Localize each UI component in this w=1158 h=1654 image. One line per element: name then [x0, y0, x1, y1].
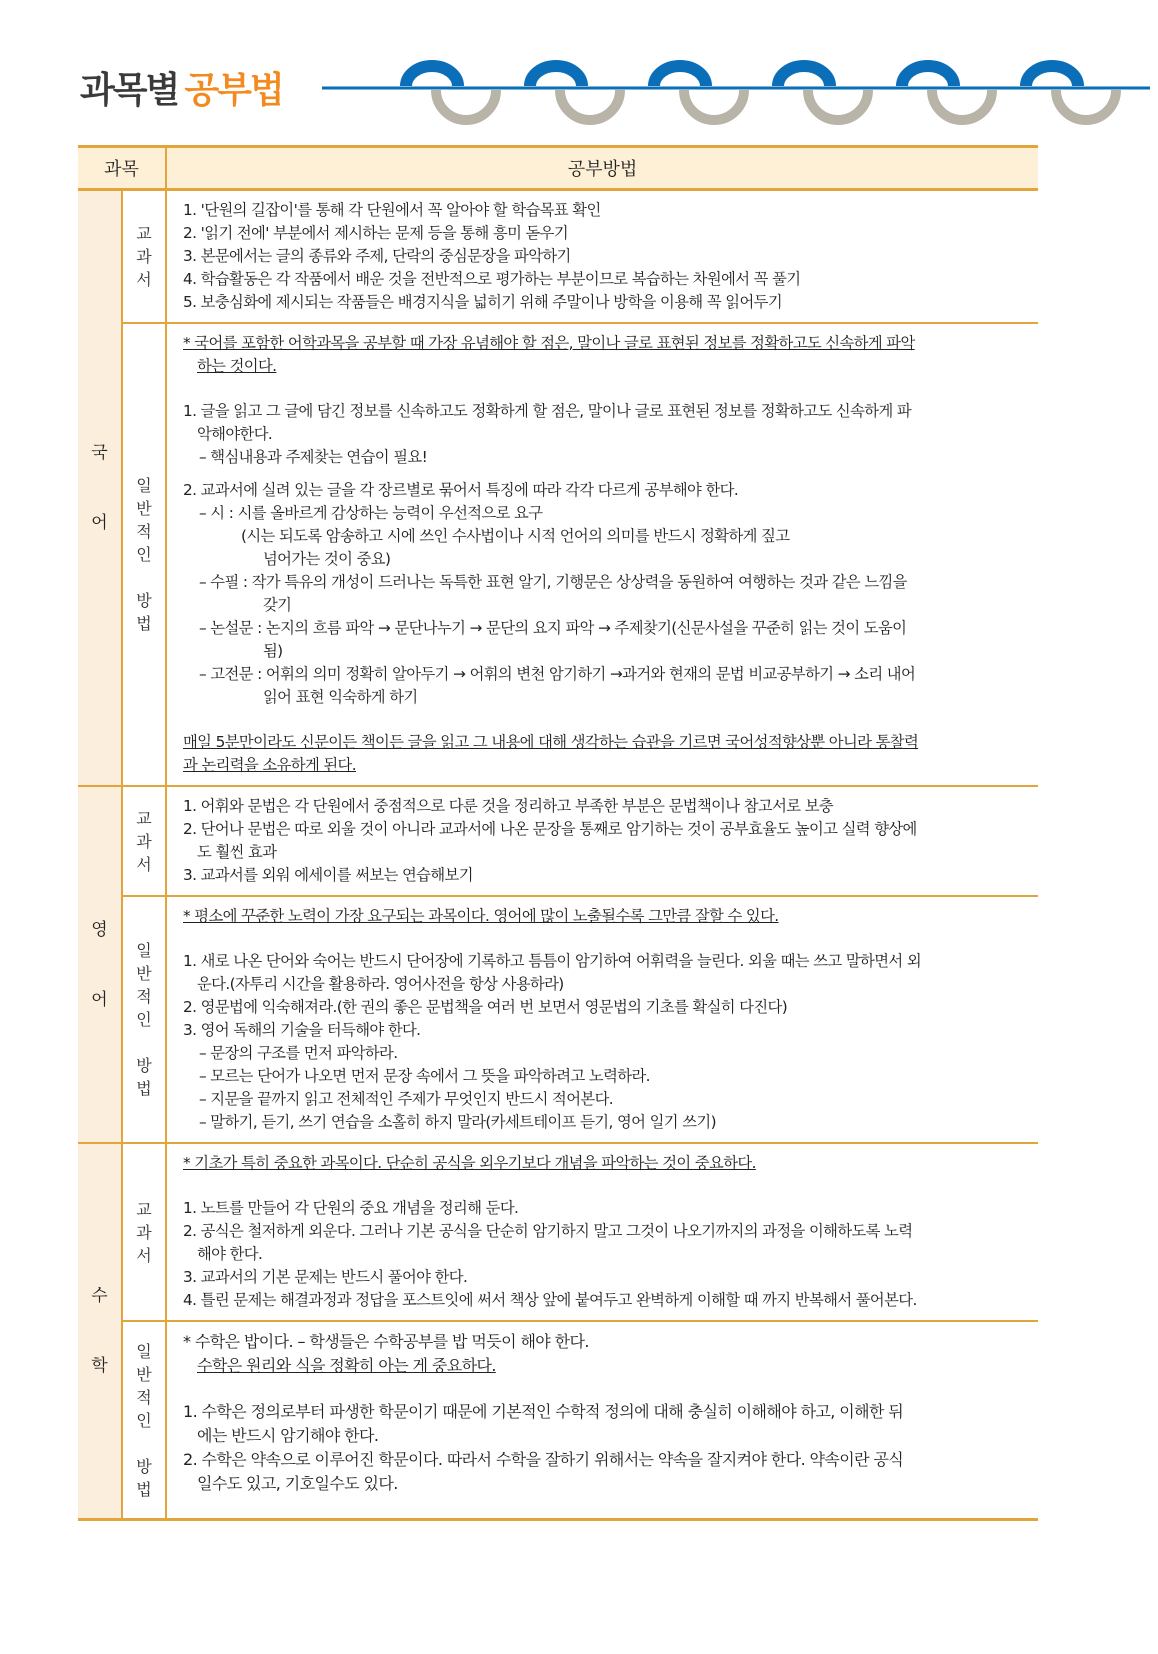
- text-line: 2. 교과서에 실려 있는 글을 각 장르별로 묶어서 특징에 따라 각각 다르게 공부해야 한다.: [183, 481, 739, 499]
- text-line: 3. 교과서의 기본 문제는 반드시 풀어야 한다.: [183, 1268, 468, 1286]
- subject-char: 수: [91, 1286, 108, 1306]
- label-general-method: [122, 896, 166, 1143]
- label-char: 일: [136, 476, 152, 495]
- text-line: 도 훨씬 효과: [197, 843, 277, 861]
- label-char: 반: [136, 964, 152, 983]
- text-line: (시는 되도록 암송하고 시에 쓰인 수사법이나 시적 언어의 의미를 반드시 정확하게 짚고: [241, 527, 790, 545]
- text-line: 1. 노트를 만들어 각 단원의 중요 개념을 정리해 둔다.: [183, 1199, 519, 1217]
- label-char: 방: [136, 1456, 152, 1476]
- col-method-header: 공부방법: [166, 147, 1038, 190]
- label-char: 법: [136, 614, 152, 633]
- text-line: 일수도 있고, 기호일수도 있다.: [197, 1474, 398, 1493]
- label-char: 교: [136, 1199, 152, 1219]
- title-part2: 공부법: [184, 70, 283, 111]
- text-line: 2. 수학은 약속으로 이루어진 학문이다. 따라서 수학을 잘하기 위해서는 약속을 잘지켜야 한다. 약속이란 공식: [183, 1450, 904, 1469]
- blue-arc-3: [654, 66, 706, 86]
- text-line: 읽어 표현 익숙하게 하기: [263, 688, 418, 706]
- text-line: 에는 반드시 암기해야 한다.: [197, 1426, 379, 1445]
- math-textbook-row: [78, 1143, 1038, 1321]
- english-textbook-content: [166, 786, 1038, 896]
- text-line: 해야 한다.: [197, 1245, 263, 1263]
- text-line: – 논설문 : 논지의 흐름 파악 → 문단나누기 → 문단의 요지 파악 → 주제찾기(신문사설을 꾸준히 읽는 것이 도움이: [199, 619, 907, 637]
- label-char: 과: [136, 1222, 152, 1242]
- gray-arc-6: [1056, 90, 1116, 120]
- label-char: 교: [136, 808, 152, 828]
- gray-arc-1: [436, 90, 496, 120]
- label-char: 일: [136, 941, 152, 960]
- text-line: 넘어가는 것이 중요): [263, 550, 391, 568]
- label-char: 과: [136, 247, 152, 266]
- text-line: 1. 수학은 정의로부터 파생한 학문이기 때문에 기본적인 수학적 정의에 대해 충실히 이해해야 하고, 이해한 뒤: [183, 1402, 904, 1421]
- text-line: 악해야한다.: [197, 425, 273, 443]
- intro-line: * 국어를 포함한 어학과목을 공부할 때 가장 유념해야 할 점은, 말이나 글로 표현된 정보를 정확하고도 신속하게 파악: [183, 334, 915, 352]
- text-line: 1. '단원의 길잡이'를 통해 각 단원에서 꼭 알아야 할 학습목표 확인: [183, 201, 601, 219]
- text-line: 3. 영어 독해의 기술을 터득해야 한다.: [183, 1021, 421, 1039]
- text-line: – 문장의 구조를 먼저 파악하라.: [199, 1044, 398, 1062]
- blue-arc-6: [1026, 66, 1078, 86]
- intro-line: * 평소에 꾸준한 노력이 가장 요구되는 과목이다. 영어에 많이 노출될수록 그만큼 잘할 수 있다.: [183, 907, 779, 925]
- math-general-row: [78, 1321, 1038, 1520]
- page-header: [0, 0, 1158, 130]
- label-char: 과: [136, 831, 152, 851]
- subject-char: 어: [91, 989, 108, 1010]
- korean-general-row: [78, 323, 1038, 786]
- label-char: 서: [136, 854, 152, 874]
- korean-general-content: [166, 323, 1038, 786]
- blue-arc-1: [406, 66, 458, 86]
- table-header-row: [78, 147, 1038, 190]
- subject-korean: [78, 190, 122, 787]
- text-line: – 말하기, 듣기, 쓰기 연습을 소홀히 하지 말라(카세트테이프 듣기, 영어 일기 쓰기): [199, 1113, 716, 1131]
- label-textbook: [122, 190, 166, 324]
- intro-line: * 수학은 밥이다. – 학생들은 수학공부를 밥 먹듯이 해야 한다.: [183, 1332, 589, 1351]
- label-char: 교: [136, 224, 152, 243]
- subject-char: 학: [91, 1356, 108, 1376]
- label-char: 서: [136, 1245, 152, 1265]
- closing-line: 과 논리력을 소유하게 된다.: [183, 756, 356, 774]
- subject-char: 영: [91, 919, 108, 940]
- text-line: 3. 교과서를 외워 에세이를 써보는 연습해보기: [183, 866, 473, 884]
- label-char: 적: [136, 987, 152, 1006]
- label-general-method: [122, 1321, 166, 1520]
- text-line: 운다.(자투리 시간을 활용하라. 영어사전을 항상 사용하라): [197, 975, 564, 993]
- subject-char: 국: [91, 443, 108, 463]
- label-char: 방: [136, 591, 152, 610]
- text-line: 2. 공식은 철저하게 외운다. 그러나 기본 공식을 단순히 암기하지 말고 그것이 나오기까지의 과정을 이해하도록 노력: [183, 1222, 913, 1240]
- text-line: 4. 학습활동은 각 작품에서 배운 것을 전반적으로 평가하는 부분이므로 복습하는 차원에서 꼭 풀기: [183, 270, 801, 288]
- subject-math: [78, 1143, 122, 1520]
- gray-arc-4: [808, 90, 868, 120]
- label-char: 인: [136, 1010, 152, 1029]
- label-char: 적: [136, 522, 152, 541]
- text-line: 3. 본문에서는 글의 종류와 주제, 단락의 중심문장을 파악하기: [183, 247, 571, 265]
- text-line: – 고전문 : 어휘의 의미 정확히 알아두기 → 어휘의 변천 암기하기 →과거와 현재의 문법 비교공부하기 → 소리 내어: [199, 665, 916, 683]
- label-general-method: [122, 323, 166, 786]
- text-line: 5. 보충심화에 제시되는 작품들은 배경지식을 넓히기 위해 주말이나 방학을 이용해 꼭 읽어두기: [183, 293, 783, 311]
- text-line: 2. 단어나 문법은 따로 외울 것이 아니라 교과서에 나온 문장을 통째로 암기하는 것이 공부효율도 높이고 실력 향상에: [183, 820, 917, 838]
- text-line: 1. 글을 읽고 그 글에 담긴 정보를 신속하고도 정확하게 할 점은, 말이나 글로 표현된 정보를 정확하고도 신속하게 파: [183, 402, 912, 420]
- label-char: 일: [136, 1341, 152, 1361]
- text-line: – 모르는 단어가 나오면 먼저 문장 속에서 그 뜻을 파악하려고 노력하라.: [199, 1067, 650, 1085]
- text-line: 4. 틀린 문제는 해결과정과 정답을 포스트잇에 써서 책상 앞에 붙여두고 완벽하게 이해할 때 까지 반복해서 풀어본다.: [183, 1291, 917, 1309]
- gray-arc-2: [560, 90, 620, 120]
- text-line: 1. 어휘와 문법은 각 단원에서 중점적으로 다룬 것을 정리하고 부족한 부분은 문법책이나 참고서로 보충: [183, 797, 834, 815]
- label-char: 반: [136, 499, 152, 518]
- subject-char: 어: [91, 513, 108, 533]
- intro-line: 수학은 원리와 식을 정확히 아는 게 중요하다.: [197, 1356, 496, 1375]
- text-line: 됨): [263, 642, 283, 660]
- blue-arc-2: [530, 66, 582, 86]
- label-char: 적: [136, 1387, 152, 1407]
- gray-arc-3: [684, 90, 744, 120]
- label-char: 방: [136, 1056, 152, 1075]
- text-line: – 시 : 시를 올바르게 감상하는 능력이 우선적으로 요구: [199, 504, 543, 522]
- english-general-row: [78, 896, 1038, 1143]
- text-line: 1. 새로 나온 단어와 숙어는 반드시 단어장에 기록하고 틈틈이 암기하여 어휘력을 늘린다. 외울 때는 쓰고 말하면서 외: [183, 952, 921, 970]
- text-line: 2. 영문법에 익숙해져라.(한 권의 좋은 문법책을 여러 번 보면서 영문법의 기초를 확실히 다진다): [183, 998, 788, 1016]
- text-line: – 지문을 끝까지 읽고 전체적인 주제가 무엇인지 반드시 적어본다.: [199, 1090, 614, 1108]
- label-char: 법: [136, 1479, 152, 1499]
- intro-line: * 기초가 특히 중요한 과목이다. 단순히 공식을 외우기보다 개념을 파악하는 것이 중요하다.: [183, 1154, 756, 1172]
- text-line: – 핵심내용과 주제찾는 연습이 필요!: [199, 448, 428, 466]
- closing-line: 매일 5분만이라도 신문이든 책이든 글을 읽고 그 내용에 대해 생각하는 습관을 기르면 국어성적향상뿐 아니라 통찰력: [183, 733, 919, 751]
- blue-arc-5: [902, 66, 954, 86]
- korean-textbook-content: [166, 190, 1038, 324]
- label-char: 인: [136, 545, 152, 564]
- label-char: 반: [136, 1364, 152, 1384]
- math-textbook-content: [166, 1143, 1038, 1321]
- english-textbook-row: [78, 786, 1038, 896]
- math-general-content: [166, 1321, 1038, 1520]
- col-subject-header: 과목: [78, 147, 166, 190]
- text-line: 갖기: [263, 596, 292, 614]
- label-char: 서: [136, 270, 152, 289]
- label-char: 법: [136, 1079, 152, 1098]
- subject-english: [78, 786, 122, 1143]
- gray-arc-5: [932, 90, 992, 120]
- korean-textbook-row: [78, 190, 1038, 324]
- english-general-content: [166, 896, 1038, 1143]
- wave-decoration: [0, 0, 1158, 130]
- study-methods-table: [78, 145, 1038, 1521]
- label-textbook: [122, 786, 166, 896]
- text-line: 2. '읽기 전에' 부분에서 제시하는 문제 등을 통해 흥미 돋우기: [183, 224, 569, 242]
- intro-line: 하는 것이다.: [197, 357, 277, 375]
- title-part1: 과목별: [80, 70, 179, 111]
- text-line: – 수필 : 작가 특유의 개성이 드러나는 독특한 표현 알기, 기행문은 상상력을 동원하여 여행하는 것과 같은 느낌을: [199, 573, 907, 591]
- label-char: 인: [136, 1410, 152, 1430]
- blue-arc-4: [778, 66, 830, 86]
- label-textbook: [122, 1143, 166, 1321]
